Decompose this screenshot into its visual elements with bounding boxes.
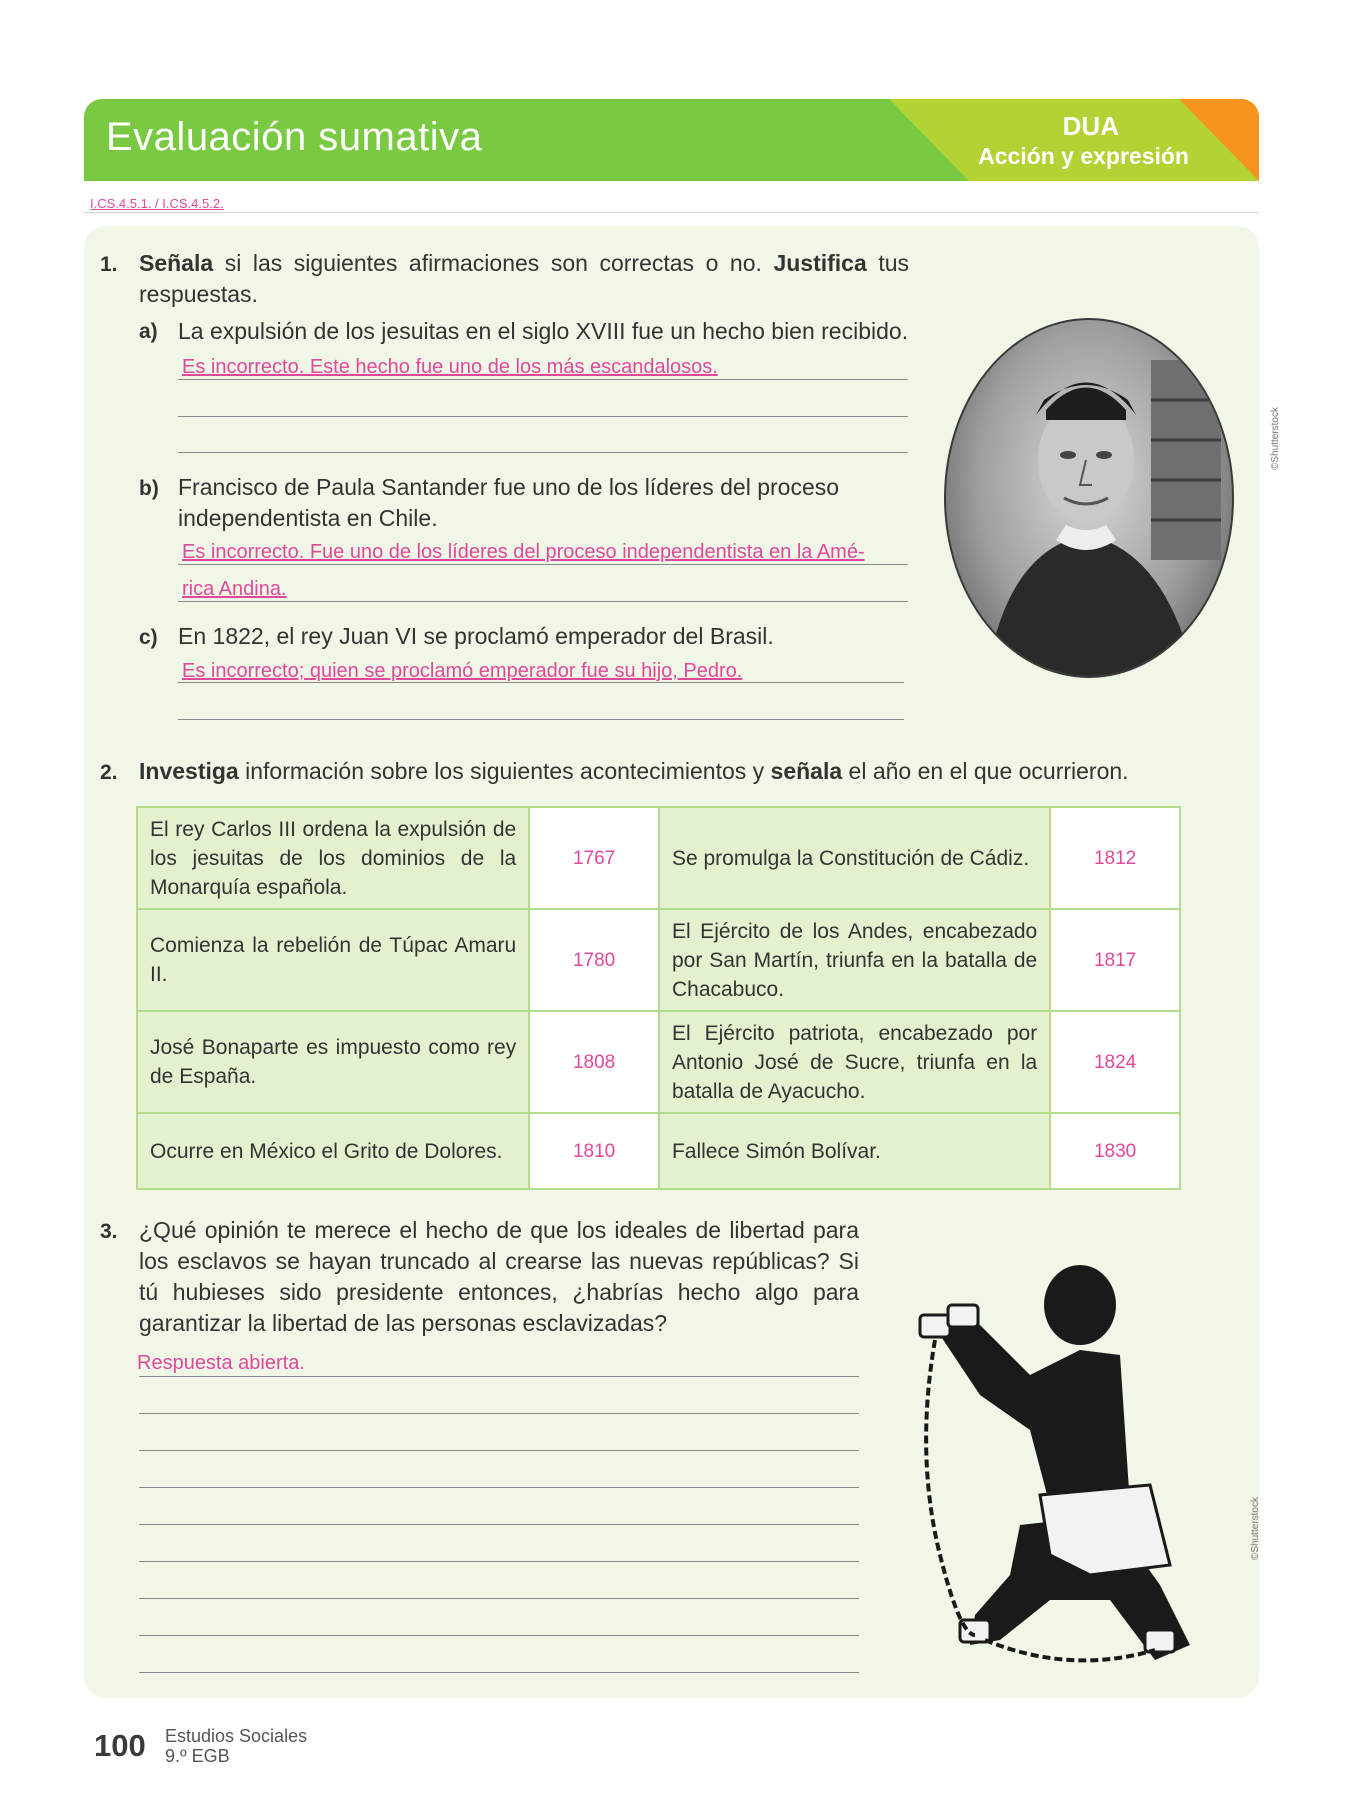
answer-line xyxy=(178,682,904,683)
wrist-shackle xyxy=(948,1305,978,1327)
question-2-text-mid: información sobre los siguientes acontecimientos y xyxy=(238,758,771,784)
indicator-code: I.CS.4.5.1. / I.CS.4.5.2. xyxy=(90,196,224,211)
answer-line xyxy=(139,1487,859,1488)
item-b-letter: b) xyxy=(139,477,159,500)
footer-subject xyxy=(165,1726,307,1766)
item-c-answer: Es incorrecto; quien se proclamó emperador fue su hijo, Pedro. xyxy=(182,660,743,682)
answer-line xyxy=(178,719,904,720)
question-1-text-mid: si las siguientes afirmaciones son correctas o no. xyxy=(213,250,774,276)
item-a-letter: a) xyxy=(139,320,158,343)
divider xyxy=(84,212,1259,213)
item-b-answer-1: Es incorrecto. Fue uno de los líderes del proceso independentista en la Amé- xyxy=(182,541,865,563)
question-2-verb-2: señala xyxy=(770,758,843,784)
item-c-statement: En 1822, el rey Juan VI se proclamó emperador del Brasil. xyxy=(178,623,774,649)
year-cell: 1812 xyxy=(1050,807,1180,909)
right-eye xyxy=(1096,451,1112,459)
page-number: 100 xyxy=(94,1728,146,1763)
event-cell: Fallece Simón Bolívar. xyxy=(659,1113,1050,1189)
answer-line xyxy=(139,1524,859,1525)
answer-line xyxy=(139,1376,859,1377)
grade-level: 9.º EGB xyxy=(165,1746,230,1766)
question-2-prompt xyxy=(139,756,1199,787)
wrist-shackle xyxy=(920,1315,950,1337)
event-cell: Se promulga la Constitución de Cádiz. xyxy=(659,807,1050,909)
year-cell: 1830 xyxy=(1050,1113,1180,1189)
question-1-prompt xyxy=(139,248,909,310)
answer-line xyxy=(139,1635,859,1636)
question-3-prompt: ¿Qué opinión te merece el hecho de que los ideales de libertad para los esclavos se hayan truncado al crearse las nuevas repúblicas? Si tú hubieses sido presidente entonces, ¿habrías hecho algo para garantizar la libertad de las personas esclavizadas? xyxy=(139,1217,859,1336)
question-1-verb-2: Justifica xyxy=(773,250,867,276)
dua-title: DUA xyxy=(1062,111,1119,141)
year-cell: 1817 xyxy=(1050,909,1180,1011)
item-b-statement: Francisco de Paula Santander fue uno de los líderes del proceso independentista en Chile. xyxy=(178,474,840,531)
answer-line xyxy=(139,1450,859,1451)
figure-credit: ©Shutterstock xyxy=(1250,1497,1261,1560)
chained-figure-image xyxy=(890,1255,1250,1685)
item-a-answer: Es incorrecto. Este hecho fue uno de los más escandalosos. xyxy=(182,356,718,378)
question-1-text-end: tus respuestas. xyxy=(139,250,910,307)
question-2-text-end: el año en el que ocurrieron. xyxy=(842,758,1129,784)
answer-line xyxy=(139,1561,859,1562)
event-cell: El rey Carlos III ordena la expulsión de los jesuitas de los dominios de la Monarquía española. xyxy=(137,807,529,909)
question-3-answer: Respuesta abierta. xyxy=(137,1352,305,1374)
portrait-illustration xyxy=(946,320,1234,678)
event-cell: El Ejército patriota, encabezado por Antonio José de Sucre, triunfa en la batalla de Ayacucho. xyxy=(659,1011,1050,1113)
ankle-shackle xyxy=(1145,1630,1175,1652)
answer-line xyxy=(178,452,908,453)
year-cell: 1780 xyxy=(529,909,659,1011)
answer-line xyxy=(139,1413,859,1414)
answer-line xyxy=(139,1672,859,1673)
table-row xyxy=(137,909,1180,1011)
event-cell: Comienza la rebelión de Túpac Amaru II. xyxy=(137,909,529,1011)
header-banner xyxy=(84,99,1259,181)
year-cell: 1767 xyxy=(529,807,659,909)
chain xyxy=(926,1340,975,1635)
table-row xyxy=(137,1113,1180,1189)
question-2-number: 2. xyxy=(100,761,118,784)
portrait-credit: ©Shutterstock xyxy=(1270,407,1281,470)
question-2-verb-1: Investiga xyxy=(139,758,239,784)
event-cell: José Bonaparte es impuesto como rey de España. xyxy=(137,1011,529,1113)
question-1-verb-1: Señala xyxy=(139,250,214,276)
jesuit-portrait-image xyxy=(944,318,1234,678)
chain xyxy=(985,1640,1155,1660)
table-row xyxy=(137,1011,1180,1113)
page-title: Evaluación sumativa xyxy=(106,115,483,159)
answer-line xyxy=(178,416,908,417)
question-3-number: 3. xyxy=(100,1220,118,1243)
answer-line xyxy=(139,1598,859,1599)
answer-line xyxy=(178,601,908,602)
left-eye xyxy=(1060,451,1076,459)
year-cell: 1824 xyxy=(1050,1011,1180,1113)
events-table xyxy=(136,806,1181,1190)
answer-line xyxy=(178,564,908,565)
question-1-number: 1. xyxy=(100,253,118,276)
subject-name: Estudios Sociales xyxy=(165,1726,308,1746)
item-b-answer-2: rica Andina. xyxy=(182,578,287,600)
event-cell: El Ejército de los Andes, encabezado por San Martín, triunfa en la batalla de Chacabuco. xyxy=(659,909,1050,1011)
item-c-letter: c) xyxy=(139,626,158,649)
dua-subtitle: Acción y expresión xyxy=(978,143,1189,169)
item-a-statement: La expulsión de los jesuitas en el siglo XVIII fue un hecho bien recibido. xyxy=(178,318,909,344)
year-cell: 1810 xyxy=(529,1113,659,1189)
answer-line xyxy=(178,379,908,380)
event-cell: Ocurre en México el Grito de Dolores. xyxy=(137,1113,529,1189)
table-row xyxy=(137,807,1180,909)
year-cell: 1808 xyxy=(529,1011,659,1113)
head xyxy=(1044,1265,1116,1345)
